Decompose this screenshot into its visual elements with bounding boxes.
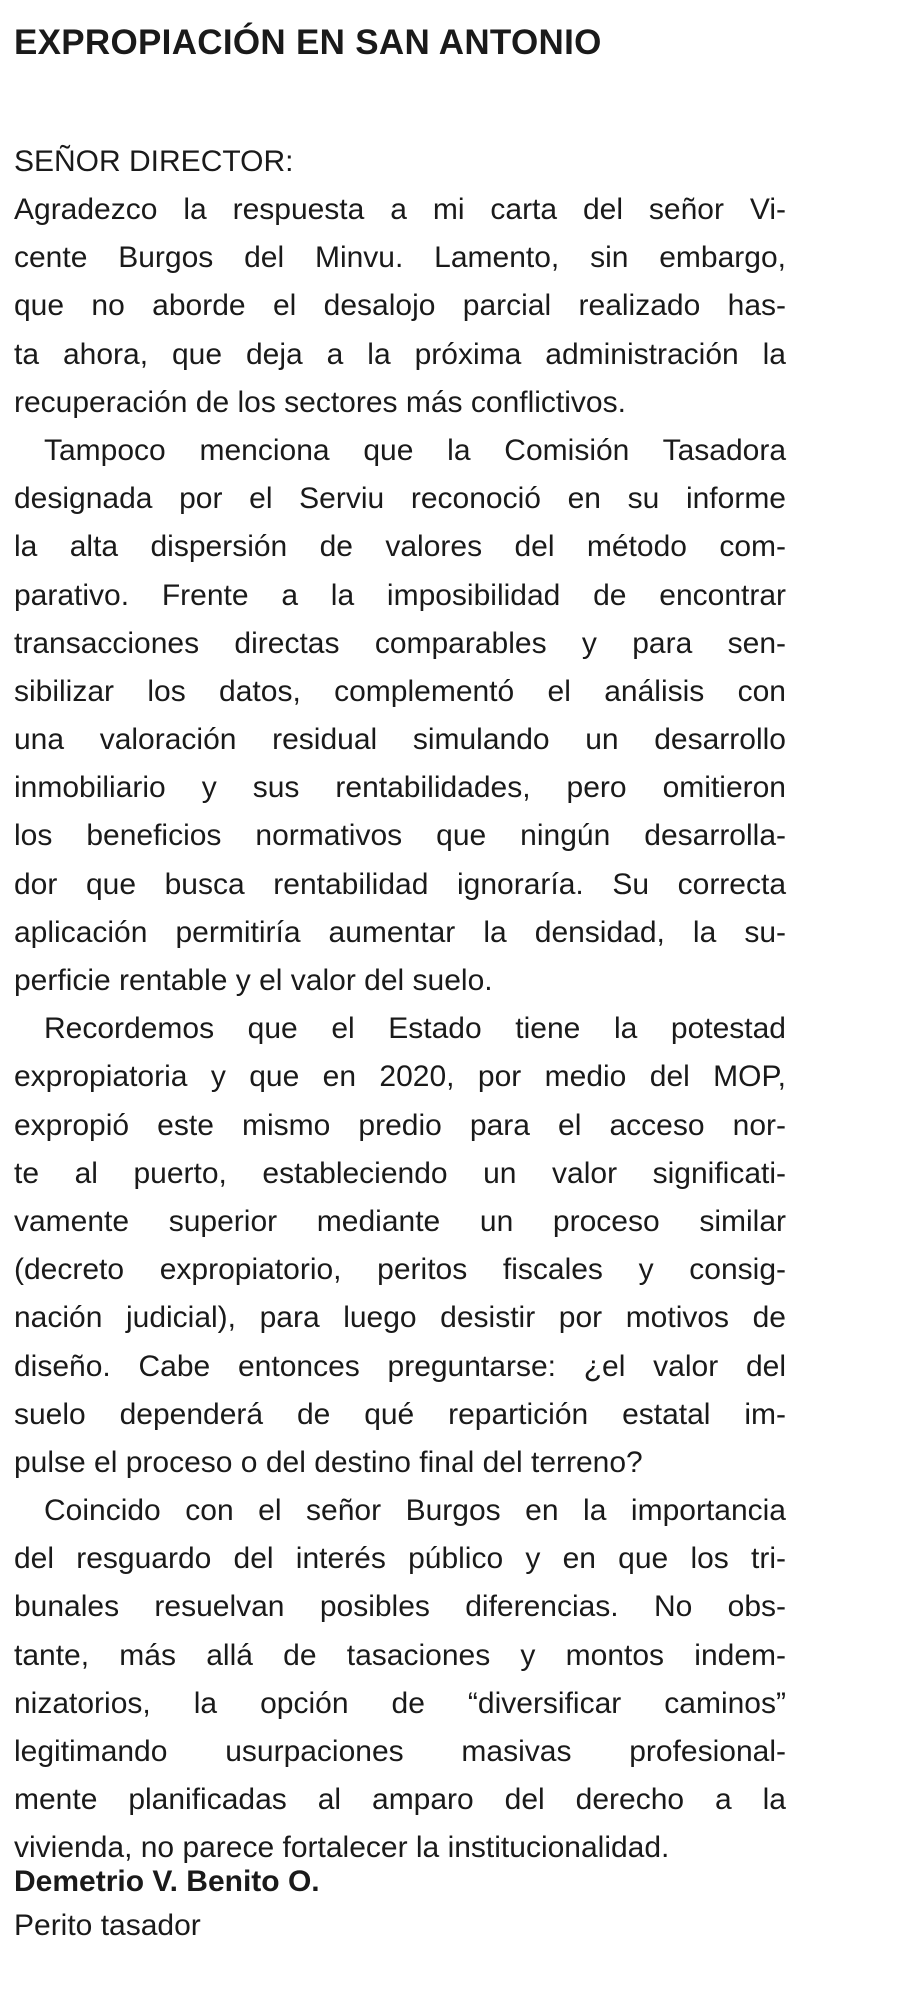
body-line: sibilizar los datos, complementó el análisis con xyxy=(14,674,786,708)
body-line: designada por el Serviu reconoció en su informe xyxy=(14,482,786,516)
body-line: bunales resuelvan posibles diferencias. No obs- xyxy=(14,1590,786,1624)
body-line: vivienda, no parece fortalecer la institucionalidad. xyxy=(14,1831,670,1865)
body-line: Coincido con el señor Burgos en la importancia xyxy=(44,1494,786,1528)
body-line: expropió este mismo predio para el acceso nor- xyxy=(14,1108,786,1142)
body-line: ta ahora, que deja a la próxima administración la xyxy=(14,337,786,371)
body-line: Tampoco menciona que la Comisión Tasadora xyxy=(44,433,786,467)
salutation: SEÑOR DIRECTOR: xyxy=(14,145,294,178)
body-line: (decreto expropiatorio, peritos fiscales y consig- xyxy=(14,1253,786,1287)
body-line: transacciones directas comparables y para sen- xyxy=(14,626,786,660)
body-line: perficie rentable y el valor del suelo. xyxy=(14,964,493,997)
body-line: tante, más allá de tasaciones y montos indem- xyxy=(14,1638,786,1672)
body-line: los beneficios normativos que ningún desarrolla- xyxy=(14,819,786,853)
body-line: que no aborde el desalojo parcial realizado has- xyxy=(14,289,786,323)
body-line: nación judicial), para luego desistir por motivos de xyxy=(14,1301,786,1335)
body-line: suelo dependerá de qué repartición estatal im- xyxy=(14,1397,786,1431)
signature-role: Perito tasador xyxy=(14,1909,201,1942)
body-line: parativo. Frente a la imposibilidad de encontrar xyxy=(14,578,786,612)
signature-name: Demetrio V. Benito O. xyxy=(14,1865,320,1898)
body-line: dor que busca rentabilidad ignoraría. Su correcta xyxy=(14,867,786,901)
body-line: recuperación de los sectores más conflictivos. xyxy=(14,385,626,419)
body-line: inmobiliario y sus rentabilidades, pero omitieron xyxy=(14,771,786,805)
body-line: pulse el proceso o del destino final del terreno? xyxy=(14,1445,643,1479)
body-line: Agradezco la respuesta a mi carta del señor Vi- xyxy=(14,193,786,226)
body-line: diseño. Cabe entonces preguntarse: ¿el valor del xyxy=(14,1349,786,1383)
body-line: legitimando usurpaciones masivas profesional- xyxy=(14,1735,786,1768)
body-line: aplicación permitiría aumentar la densidad, la su- xyxy=(14,915,786,949)
body-line: una valoración residual simulando un desarrollo xyxy=(14,723,786,757)
body-line: nizatorios, la opción de “diversificar caminos” xyxy=(14,1686,786,1720)
body-line: vamente superior mediante un proceso similar xyxy=(14,1204,786,1238)
body-line: Recordemos que el Estado tiene la potestad xyxy=(44,1012,786,1046)
headline: EXPROPIACIÓN EN SAN ANTONIO xyxy=(14,23,602,62)
body-line: te al puerto, estableciendo un valor significati- xyxy=(14,1156,786,1190)
letter-body xyxy=(14,186,786,1873)
body-line: cente Burgos del Minvu. Lamento, sin embargo, xyxy=(14,241,786,275)
body-line: mente planificadas al amparo del derecho a la xyxy=(14,1783,786,1817)
body-line: del resguardo del interés público y en que los tri- xyxy=(14,1542,786,1576)
body-line: expropiatoria y que en 2020, por medio del MOP, xyxy=(14,1060,786,1094)
body-line: la alta dispersión de valores del método com- xyxy=(14,530,786,564)
